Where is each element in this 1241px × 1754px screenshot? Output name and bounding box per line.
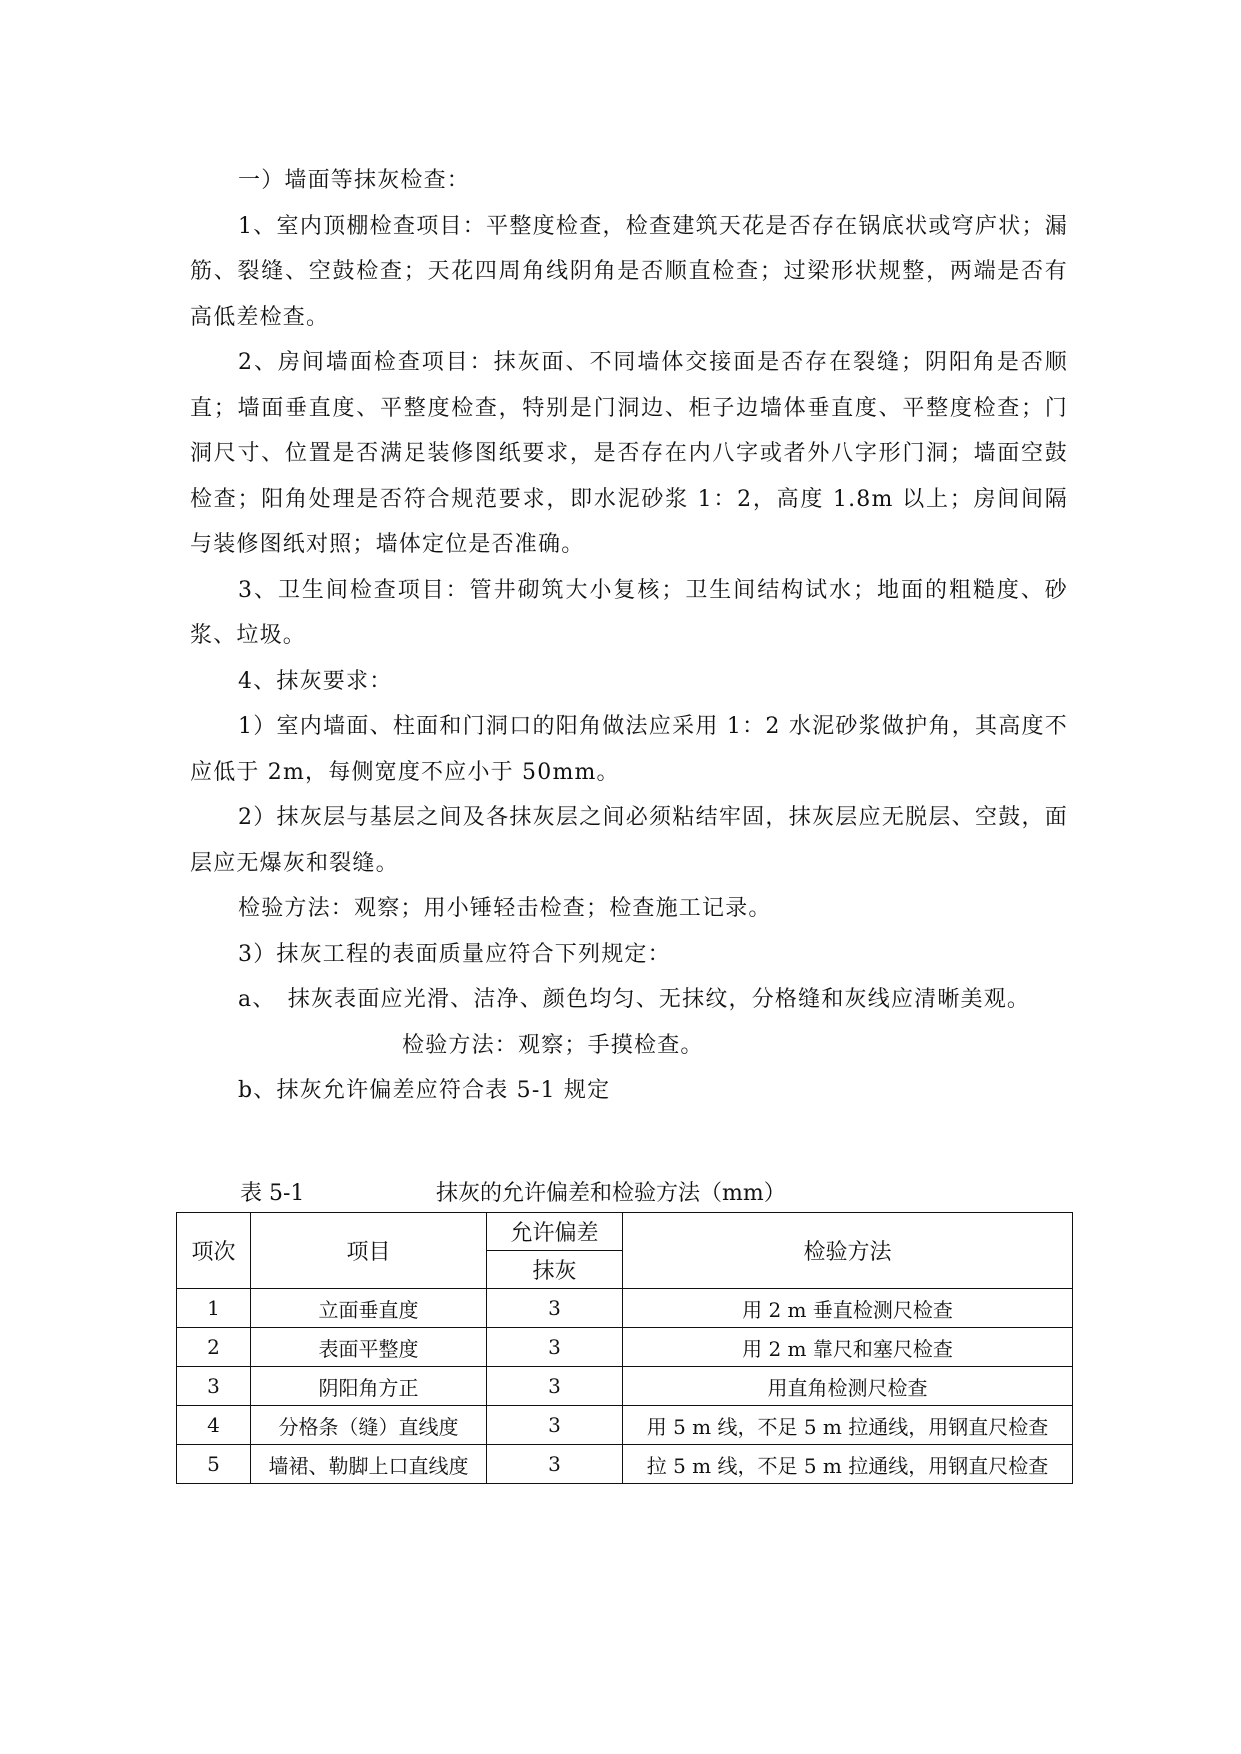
cell-tolerance: 3 xyxy=(487,1367,623,1406)
paragraph-inspection-method-1: 检验方法：观察；用小锤轻击检查；检查施工记录。 xyxy=(238,896,772,921)
cell-index: 1 xyxy=(177,1289,251,1328)
cell-method: 用 2 m 靠尺和塞尺检查 xyxy=(623,1328,1073,1367)
cell-method: 拉 5 m 线，不足 5 m 拉通线，用钢直尺检查 xyxy=(623,1445,1073,1484)
header-method: 检验方法 xyxy=(623,1213,1073,1289)
paragraph-wall-check: 2、房间墙面检查项目：抹灰面、不同墙体交接面是否存在裂缝；阴阳角是否顺直；墙面垂直度、平整度检查，特别是门洞边、柜子边墙体垂直度、平整度检查；门洞尺寸、位置是否满足装修图纸要求，是否存在内八字或者外八字形门洞；墙面空鼓检查；阳角处理是否符合规范要求，即水泥砂浆 1：2，高度 1.8m 以上；房间间隔与装修图纸对照；墙体定位是否准确。 xyxy=(190,350,1068,557)
table-title: 抹灰的允许偏差和检验方法（mm） xyxy=(436,1181,786,1206)
table-row xyxy=(177,1406,1073,1445)
cell-item: 墙裙、勒脚上口直线度 xyxy=(251,1445,487,1484)
paragraph-tolerance-ref: b、抹灰允许偏差应符合表 5-1 规定 xyxy=(238,1078,611,1103)
paragraph-corner-protection: 1）室内墙面、柱面和门洞口的阳角做法应采用 1：2 水泥砂浆做护角，其高度不应低于 2m，每侧宽度不应小于 50mm。 xyxy=(190,714,1068,785)
cell-item: 表面平整度 xyxy=(251,1328,487,1367)
paragraph-bonding: 2）抹灰层与基层之间及各抹灰层之间必须粘结牢固，抹灰层应无脱层、空鼓，面层应无爆灰和裂缝。 xyxy=(190,805,1068,876)
cell-tolerance: 3 xyxy=(487,1445,623,1484)
section-heading: 一）墙面等抹灰检查： xyxy=(238,168,471,193)
paragraph-plaster-requirements: 4、抹灰要求： xyxy=(238,668,393,694)
paragraph-surface-quality: 3）抹灰工程的表面质量应符合下列规定： xyxy=(238,941,671,967)
cell-item: 阴阳角方正 xyxy=(251,1367,487,1406)
cell-index: 4 xyxy=(177,1406,251,1445)
cell-item: 立面垂直度 xyxy=(251,1289,487,1328)
cell-tolerance: 3 xyxy=(487,1289,623,1328)
cell-method: 用直角检测尺检查 xyxy=(623,1367,1073,1406)
cell-index: 3 xyxy=(177,1367,251,1406)
table-row xyxy=(177,1328,1073,1367)
table-row xyxy=(177,1289,1073,1328)
cell-method: 用 2 m 垂直检测尺检查 xyxy=(623,1289,1073,1328)
paragraph-surface-a: a、 抹灰表面应光滑、洁净、颜色均匀、无抹纹，分格缝和灰线应清晰美观。 xyxy=(238,987,1031,1012)
paragraph-inspection-method-2: 检验方法：观察；手摸检查。 xyxy=(402,1032,704,1058)
cell-tolerance: 3 xyxy=(487,1328,623,1367)
paragraph-bathroom-check: 3、卫生间检查项目：管井砌筑大小复核；卫生间结构试水；地面的粗糙度、砂浆、垃圾。 xyxy=(190,577,1068,648)
cell-index: 2 xyxy=(177,1328,251,1367)
cell-item: 分格条（缝）直线度 xyxy=(251,1406,487,1445)
header-tolerance: 允许偏差 xyxy=(487,1213,623,1251)
paragraph-ceiling-check: 1、室内顶棚检查项目：平整度检查，检查建筑天花是否存在锅底状或穹庐状；漏筋、裂缝、空鼓检查；天花四周角线阴角是否顺直检查；过梁形状规整，两端是否有高低差检查。 xyxy=(190,213,1068,330)
header-item: 项目 xyxy=(251,1213,487,1289)
cell-method: 用 5 m 线，不足 5 m 拉通线，用钢直尺检查 xyxy=(623,1406,1073,1445)
body-text xyxy=(190,158,1068,1114)
cell-index: 5 xyxy=(177,1445,251,1484)
cell-tolerance: 3 xyxy=(487,1406,623,1445)
table-number: 表 5-1 xyxy=(240,1181,305,1206)
table-row xyxy=(177,1445,1073,1484)
header-tolerance-sub: 抹灰 xyxy=(487,1251,623,1289)
table-row xyxy=(177,1367,1073,1406)
tolerance-table xyxy=(176,1212,1073,1484)
header-index: 项次 xyxy=(177,1213,251,1289)
